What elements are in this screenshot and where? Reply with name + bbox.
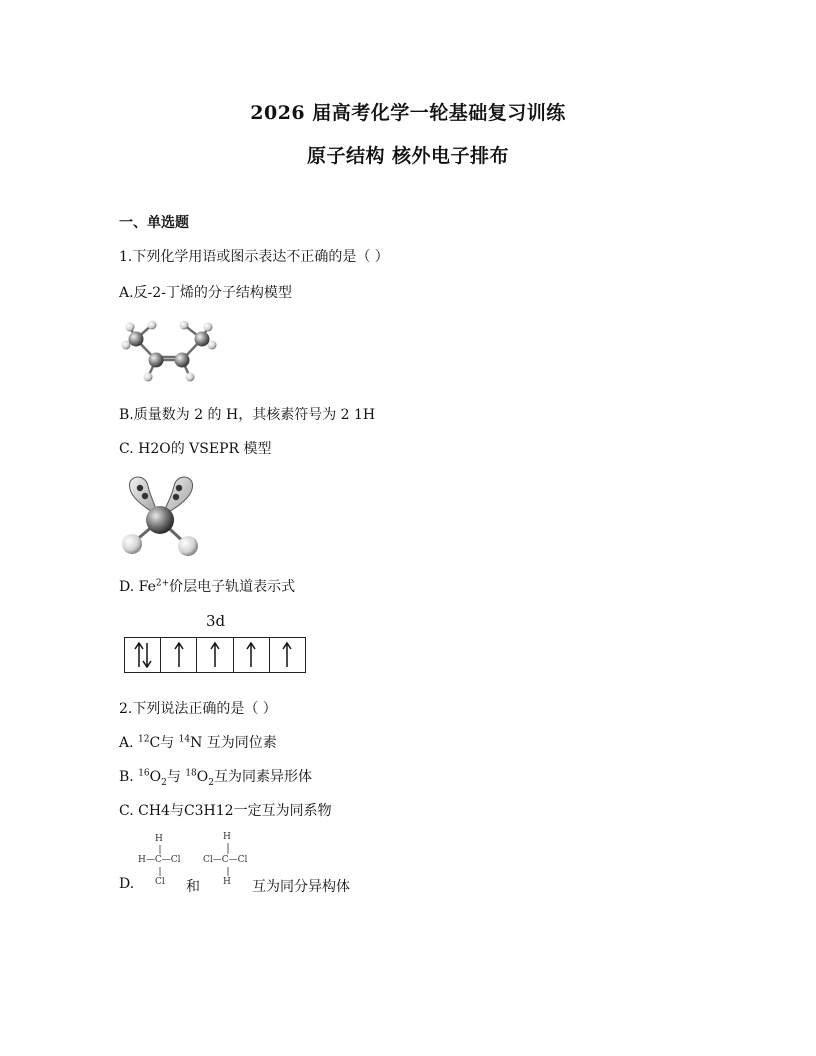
struct1-bonds [157, 843, 163, 879]
q2-b-o2: O [196, 769, 209, 785]
struct2-top: H [223, 832, 231, 842]
doc-title: 2026 届高考化学一轮基础复习训练 [250, 102, 566, 124]
struct1-bottom: Cl [155, 877, 165, 887]
q1-stem: 1.下列化学用语或图示表达不正确的是（ ） [119, 249, 389, 265]
q2-a-mid: C与 [149, 735, 179, 751]
q2-b-mass2: 18 [185, 768, 197, 779]
q2-option-c: C. CH4与C3H12一定互为同系物 [119, 803, 332, 819]
orbital-cell [270, 638, 305, 672]
q2-stem: 2.下列说法正确的是（ ） [119, 701, 277, 717]
q2-a-prefix: A. [119, 735, 139, 751]
q1-d-charge: 2+ [155, 578, 170, 589]
struct1-top: H [155, 834, 163, 844]
q2-option-a [119, 732, 277, 752]
q2-b-prefix: B. [119, 769, 139, 785]
q1-option-d [119, 576, 295, 596]
q2-b-o1: O [149, 769, 162, 785]
q2-b-sub1: 2 [161, 777, 167, 788]
q2-d-prefix: D. [119, 876, 135, 892]
struct2-bottom: H [223, 877, 231, 887]
orbital-cell [234, 638, 270, 672]
up-arrow-icon [277, 640, 297, 670]
struct2-bonds [225, 841, 231, 879]
q2-option-b [119, 766, 312, 788]
q2-d-and: 和 [186, 879, 200, 895]
q1-option-c: C. H2O的 VSEPR 模型 [119, 441, 272, 457]
struct1-mid: H—C—Cl [138, 855, 181, 865]
orbital-diagram [124, 637, 306, 673]
section-heading: 一、单选题 [119, 215, 189, 231]
q2-a-suffix: N 互为同位素 [190, 735, 277, 751]
butene-model-figure [118, 315, 218, 387]
q1-option-a: A.反-2-丁烯的分子结构模型 [119, 285, 292, 301]
q1-d-suffix: 价层电子轨道表示式 [169, 579, 296, 595]
struct2-mid: Cl—C—Cl [203, 855, 248, 865]
doc-subtitle: 原子结构 核外电子排布 [306, 145, 510, 167]
q1-d-prefix: D. Fe [119, 579, 156, 595]
q2-b-suffix: 互为同素异形体 [214, 769, 312, 785]
orbital-cell [197, 638, 233, 672]
up-down-arrow-icon [130, 640, 156, 670]
q2-b-mass1: 16 [138, 768, 150, 779]
up-arrow-icon [241, 640, 261, 670]
h2o-vsepr-figure [116, 472, 206, 560]
q2-d-suffix: 互为同分异构体 [252, 879, 350, 895]
up-arrow-icon [205, 640, 225, 670]
q1-option-b: B.质量数为 2 的 H，其核素符号为 2 1H [119, 407, 376, 423]
up-arrow-icon [169, 640, 189, 670]
orbital-cell [125, 638, 161, 672]
q2-a-mass2: 14 [178, 734, 191, 745]
q2-b-mid: 与 [166, 769, 186, 785]
orbital-label: 3d [206, 612, 226, 630]
orbital-cell [161, 638, 197, 672]
q2-a-mass1: 12 [138, 734, 150, 745]
q2-b-sub2: 2 [208, 777, 214, 788]
